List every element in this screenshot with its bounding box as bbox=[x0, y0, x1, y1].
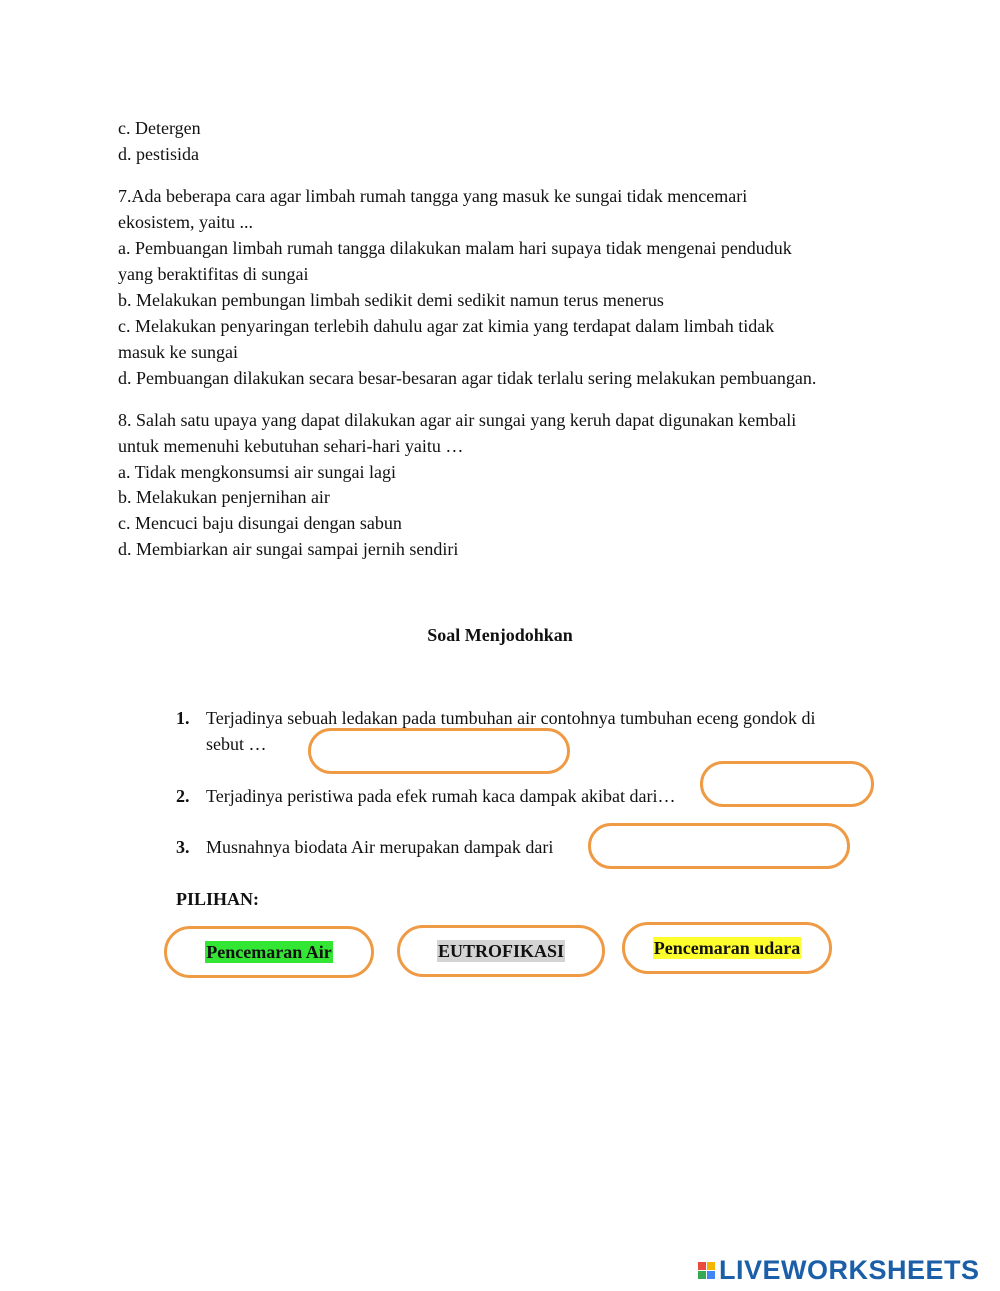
matching-item-text: Musnahnya biodata Air merupakan dampak dari bbox=[206, 837, 554, 857]
question-8-option-a: a. Tidak mengkonsumsi air sungai lagi bbox=[118, 462, 396, 482]
question-7-text: 7.Ada beberapa cara agar limbah rumah tangga yang masuk ke sungai tidak mencemari bbox=[118, 186, 748, 206]
question-7-option-d: d. Pembuangan dilakukan secara besar-besaran agar tidak terlalu sering melakukan pembuangan. bbox=[118, 368, 817, 388]
matching-item-number: 1. bbox=[176, 708, 190, 728]
question-8-option-c: c. Mencuci baju disungai dengan sabun bbox=[118, 513, 402, 533]
option-c-prev: c. Detergen bbox=[118, 118, 201, 138]
question-7-option-b: b. Melakukan pembungan limbah sedikit demi sedikit namun terus menerus bbox=[118, 290, 664, 310]
answer-drop-zone-1[interactable] bbox=[308, 728, 570, 774]
choice-pencemaran-air[interactable] bbox=[164, 926, 374, 978]
section-title: Soal Menjodohkan bbox=[427, 625, 573, 645]
question-8-option-d: d. Membiarkan air sungai sampai jernih sendiri bbox=[118, 539, 459, 559]
question-7-option-a-cont: yang beraktifitas di sungai bbox=[118, 264, 309, 284]
matching-item-text: Terjadinya sebuah ledakan pada tumbuhan air contohnya tumbuhan eceng gondok di bbox=[206, 708, 816, 728]
choices-label: PILIHAN: bbox=[176, 889, 260, 909]
logo-blocks-icon bbox=[698, 1262, 715, 1279]
matching-item-2 bbox=[176, 783, 676, 809]
answer-drop-zone-3[interactable] bbox=[588, 823, 850, 869]
choice-label: Pencemaran udara bbox=[653, 938, 801, 958]
question-8-text-cont: untuk memenuhi kebutuhan sehari-hari yaitu … bbox=[118, 436, 464, 456]
matching-item-number: 2. bbox=[176, 786, 190, 806]
matching-item-3 bbox=[176, 834, 553, 860]
matching-item-1-cont: sebut … bbox=[206, 734, 267, 754]
question-7-option-c-cont: masuk ke sungai bbox=[118, 342, 238, 362]
matching-item-number: 3. bbox=[176, 837, 190, 857]
question-8-text: 8. Salah satu upaya yang dapat dilakukan agar air sungai yang keruh dapat digunakan kembali bbox=[118, 410, 797, 430]
question-7-option-c: c. Melakukan penyaringan terlebih dahulu agar zat kimia yang terdapat dalam limbah tidak bbox=[118, 316, 775, 336]
question-7-option-a: a. Pembuangan limbah rumah tangga dilakukan malam hari supaya tidak mengenai penduduk bbox=[118, 238, 792, 258]
choice-label: Pencemaran Air bbox=[206, 942, 332, 962]
liveworksheets-logo bbox=[698, 1255, 980, 1285]
question-8-option-b: b. Melakukan penjernihan air bbox=[118, 487, 330, 507]
brand-name: LIVEWORKSHEETS bbox=[719, 1254, 980, 1285]
matching-item-text: Terjadinya peristiwa pada efek rumah kaca dampak akibat dari… bbox=[206, 786, 676, 806]
question-7-text-cont: ekosistem, yaitu ... bbox=[118, 212, 253, 232]
answer-drop-zone-2[interactable] bbox=[700, 761, 874, 807]
option-d-prev: d. pestisida bbox=[118, 144, 199, 164]
choice-eutrofikasi[interactable] bbox=[397, 925, 605, 977]
choice-label: EUTROFIKASI bbox=[437, 941, 565, 961]
choice-pencemaran-udara[interactable] bbox=[622, 922, 832, 974]
